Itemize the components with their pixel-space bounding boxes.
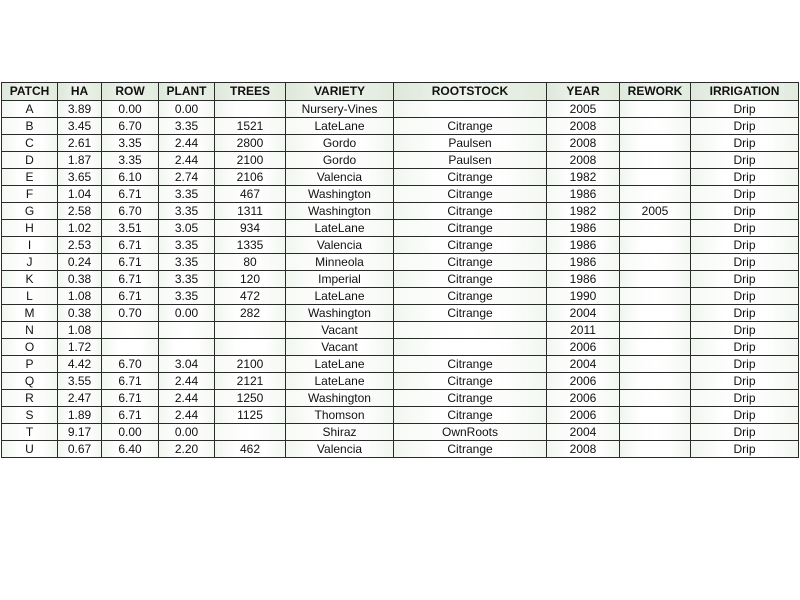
cell-trees: 462 [215,441,286,458]
cell-plant: 2.44 [159,373,215,390]
table-row [2,373,799,390]
cell-patch: J [2,254,58,271]
cell-patch: N [2,322,58,339]
cell-patch: S [2,407,58,424]
cell-rootstock: Citrange [394,169,547,186]
cell-variety: LateLane [286,288,394,305]
cell-rootstock: Citrange [394,305,547,322]
cell-row: 3.35 [102,135,159,152]
cell-rootstock: Citrange [394,356,547,373]
cell-row: 0.00 [102,424,159,441]
cell-rootstock [394,322,547,339]
cell-patch: H [2,220,58,237]
column-header-rework: REWORK [620,83,691,101]
column-header-variety: VARIETY [286,83,394,101]
cell-plant: 2.44 [159,135,215,152]
cell-rework [620,220,691,237]
cell-irrigation: Drip [691,407,799,424]
cell-year: 2006 [547,407,620,424]
cell-ha: 1.08 [58,322,102,339]
cell-row: 6.71 [102,237,159,254]
cell-patch: C [2,135,58,152]
cell-year: 2004 [547,305,620,322]
cell-variety: Valencia [286,237,394,254]
column-header-irrigation: IRRIGATION [691,83,799,101]
cell-irrigation: Drip [691,186,799,203]
cell-trees [215,424,286,441]
cell-irrigation: Drip [691,220,799,237]
cell-patch: K [2,271,58,288]
cell-patch: D [2,152,58,169]
cell-year: 2006 [547,339,620,356]
cell-rework [620,322,691,339]
cell-year: 1982 [547,169,620,186]
cell-trees [215,322,286,339]
cell-irrigation: Drip [691,271,799,288]
cell-variety: Washington [286,186,394,203]
cell-rework [620,169,691,186]
table-row [2,322,799,339]
cell-trees: 2100 [215,152,286,169]
cell-irrigation: Drip [691,135,799,152]
cell-patch: O [2,339,58,356]
cell-plant: 0.00 [159,101,215,118]
cell-variety: Thomson [286,407,394,424]
cell-rework [620,339,691,356]
cell-patch: A [2,101,58,118]
table-row [2,305,799,322]
cell-patch: B [2,118,58,135]
cell-row: 0.70 [102,305,159,322]
cell-plant: 3.35 [159,118,215,135]
cell-rework [620,305,691,322]
cell-trees: 120 [215,271,286,288]
cell-irrigation: Drip [691,390,799,407]
cell-plant: 2.44 [159,407,215,424]
cell-trees [215,339,286,356]
cell-variety: Vacant [286,322,394,339]
cell-irrigation: Drip [691,118,799,135]
cell-plant: 2.74 [159,169,215,186]
cell-ha: 1.89 [58,407,102,424]
cell-irrigation: Drip [691,339,799,356]
cell-rootstock: Citrange [394,203,547,220]
table-header [2,83,799,101]
cell-year: 2004 [547,356,620,373]
table-row [2,254,799,271]
cell-rework [620,441,691,458]
cell-row: 3.51 [102,220,159,237]
cell-rootstock [394,339,547,356]
cell-irrigation: Drip [691,322,799,339]
cell-trees: 2100 [215,356,286,373]
cell-year: 1982 [547,203,620,220]
cell-row: 6.71 [102,254,159,271]
cell-rework [620,101,691,118]
cell-rootstock: Citrange [394,373,547,390]
cell-year: 1986 [547,271,620,288]
cell-row: 6.40 [102,441,159,458]
cell-rootstock: Citrange [394,441,547,458]
cell-plant: 2.44 [159,152,215,169]
cell-patch: P [2,356,58,373]
cell-patch: I [2,237,58,254]
patch-table [1,82,799,458]
table-row [2,237,799,254]
cell-plant: 3.35 [159,254,215,271]
cell-irrigation: Drip [691,101,799,118]
cell-plant: 3.35 [159,237,215,254]
table-row [2,169,799,186]
cell-plant [159,322,215,339]
cell-row [102,322,159,339]
table-body [2,101,799,458]
cell-ha: 0.24 [58,254,102,271]
cell-variety: LateLane [286,356,394,373]
cell-trees: 2106 [215,169,286,186]
header-row [2,83,799,101]
cell-trees: 2121 [215,373,286,390]
cell-year: 2005 [547,101,620,118]
cell-rootstock: Citrange [394,237,547,254]
cell-year: 2008 [547,152,620,169]
table-row [2,135,799,152]
cell-rootstock: Citrange [394,390,547,407]
cell-trees: 467 [215,186,286,203]
cell-rootstock: Citrange [394,407,547,424]
cell-row: 6.70 [102,203,159,220]
cell-variety: Washington [286,390,394,407]
cell-patch: R [2,390,58,407]
column-header-ha: HA [58,83,102,101]
cell-plant: 3.04 [159,356,215,373]
cell-ha: 1.02 [58,220,102,237]
table-row [2,390,799,407]
cell-rework: 2005 [620,203,691,220]
column-header-year: YEAR [547,83,620,101]
cell-trees: 80 [215,254,286,271]
table-row [2,186,799,203]
cell-ha: 1.87 [58,152,102,169]
cell-row: 6.71 [102,390,159,407]
cell-variety: Valencia [286,441,394,458]
cell-variety: Minneola [286,254,394,271]
cell-rework [620,407,691,424]
cell-patch: U [2,441,58,458]
patch-table-container [1,82,798,458]
cell-patch: L [2,288,58,305]
cell-patch: F [2,186,58,203]
cell-variety: Vacant [286,339,394,356]
cell-trees: 2800 [215,135,286,152]
cell-ha: 1.08 [58,288,102,305]
cell-variety: Gordo [286,152,394,169]
table-row [2,152,799,169]
column-header-rootstock: ROOTSTOCK [394,83,547,101]
cell-patch: Q [2,373,58,390]
cell-rootstock: Citrange [394,254,547,271]
cell-trees: 1335 [215,237,286,254]
cell-row: 6.71 [102,407,159,424]
cell-variety: Nursery-Vines [286,101,394,118]
table-row [2,339,799,356]
table-row [2,356,799,373]
cell-irrigation: Drip [691,424,799,441]
cell-irrigation: Drip [691,288,799,305]
cell-year: 2011 [547,322,620,339]
cell-variety: Imperial [286,271,394,288]
cell-year: 2004 [547,424,620,441]
cell-plant: 3.35 [159,271,215,288]
cell-rework [620,254,691,271]
cell-patch: G [2,203,58,220]
cell-year: 1986 [547,186,620,203]
table-row [2,101,799,118]
cell-rootstock: OwnRoots [394,424,547,441]
table-row [2,441,799,458]
cell-ha: 0.38 [58,271,102,288]
table-row [2,288,799,305]
cell-irrigation: Drip [691,441,799,458]
cell-patch: T [2,424,58,441]
cell-rework [620,118,691,135]
cell-rootstock: Paulsen [394,135,547,152]
cell-trees: 282 [215,305,286,322]
cell-ha: 1.04 [58,186,102,203]
cell-ha: 0.67 [58,441,102,458]
cell-ha: 3.55 [58,373,102,390]
cell-row: 0.00 [102,101,159,118]
table-row [2,203,799,220]
cell-year: 2008 [547,441,620,458]
cell-rework [620,373,691,390]
cell-plant: 3.35 [159,186,215,203]
column-header-plant: PLANT [159,83,215,101]
cell-plant: 2.44 [159,390,215,407]
cell-rework [620,390,691,407]
cell-ha: 2.58 [58,203,102,220]
cell-variety: Gordo [286,135,394,152]
cell-variety: LateLane [286,373,394,390]
cell-row: 6.70 [102,118,159,135]
table-row [2,424,799,441]
cell-row: 6.10 [102,169,159,186]
cell-year: 1990 [547,288,620,305]
cell-year: 1986 [547,220,620,237]
cell-rootstock [394,101,547,118]
cell-plant: 0.00 [159,305,215,322]
cell-plant: 3.05 [159,220,215,237]
cell-rework [620,237,691,254]
cell-trees [215,101,286,118]
cell-year: 1986 [547,254,620,271]
cell-rootstock: Paulsen [394,152,547,169]
cell-ha: 3.65 [58,169,102,186]
table-row [2,407,799,424]
cell-irrigation: Drip [691,203,799,220]
cell-irrigation: Drip [691,152,799,169]
cell-trees: 1521 [215,118,286,135]
cell-year: 2008 [547,118,620,135]
cell-plant: 2.20 [159,441,215,458]
cell-trees: 1125 [215,407,286,424]
cell-ha: 3.45 [58,118,102,135]
cell-ha: 2.61 [58,135,102,152]
cell-patch: M [2,305,58,322]
column-header-row: ROW [102,83,159,101]
cell-year: 2006 [547,390,620,407]
cell-ha: 2.53 [58,237,102,254]
cell-plant: 3.35 [159,288,215,305]
cell-row: 6.71 [102,288,159,305]
cell-ha: 4.42 [58,356,102,373]
cell-trees: 1311 [215,203,286,220]
cell-rootstock: Citrange [394,186,547,203]
cell-trees: 472 [215,288,286,305]
cell-variety: Washington [286,305,394,322]
cell-rootstock: Citrange [394,118,547,135]
cell-rootstock: Citrange [394,220,547,237]
cell-year: 1986 [547,237,620,254]
cell-irrigation: Drip [691,305,799,322]
cell-year: 2006 [547,373,620,390]
cell-rootstock: Citrange [394,288,547,305]
cell-irrigation: Drip [691,237,799,254]
cell-variety: Shiraz [286,424,394,441]
cell-irrigation: Drip [691,356,799,373]
cell-year: 2008 [547,135,620,152]
cell-row: 3.35 [102,152,159,169]
table-row [2,118,799,135]
cell-variety: Washington [286,203,394,220]
cell-ha: 2.47 [58,390,102,407]
column-header-patch: PATCH [2,83,58,101]
cell-rework [620,186,691,203]
cell-row [102,339,159,356]
cell-plant: 3.35 [159,203,215,220]
cell-rework [620,288,691,305]
cell-irrigation: Drip [691,373,799,390]
cell-row: 6.70 [102,356,159,373]
table-row [2,220,799,237]
cell-ha: 9.17 [58,424,102,441]
cell-trees: 1250 [215,390,286,407]
cell-rework [620,356,691,373]
cell-row: 6.71 [102,373,159,390]
cell-ha: 0.38 [58,305,102,322]
column-header-trees: TREES [215,83,286,101]
cell-variety: LateLane [286,220,394,237]
cell-variety: LateLane [286,118,394,135]
cell-rework [620,424,691,441]
cell-irrigation: Drip [691,169,799,186]
cell-rework [620,152,691,169]
cell-irrigation: Drip [691,254,799,271]
table-row [2,271,799,288]
cell-rootstock: Citrange [394,271,547,288]
cell-row: 6.71 [102,186,159,203]
cell-ha: 3.89 [58,101,102,118]
cell-plant [159,339,215,356]
cell-patch: E [2,169,58,186]
cell-ha: 1.72 [58,339,102,356]
cell-row: 6.71 [102,271,159,288]
cell-trees: 934 [215,220,286,237]
cell-variety: Valencia [286,169,394,186]
cell-plant: 0.00 [159,424,215,441]
cell-rework [620,271,691,288]
cell-rework [620,135,691,152]
